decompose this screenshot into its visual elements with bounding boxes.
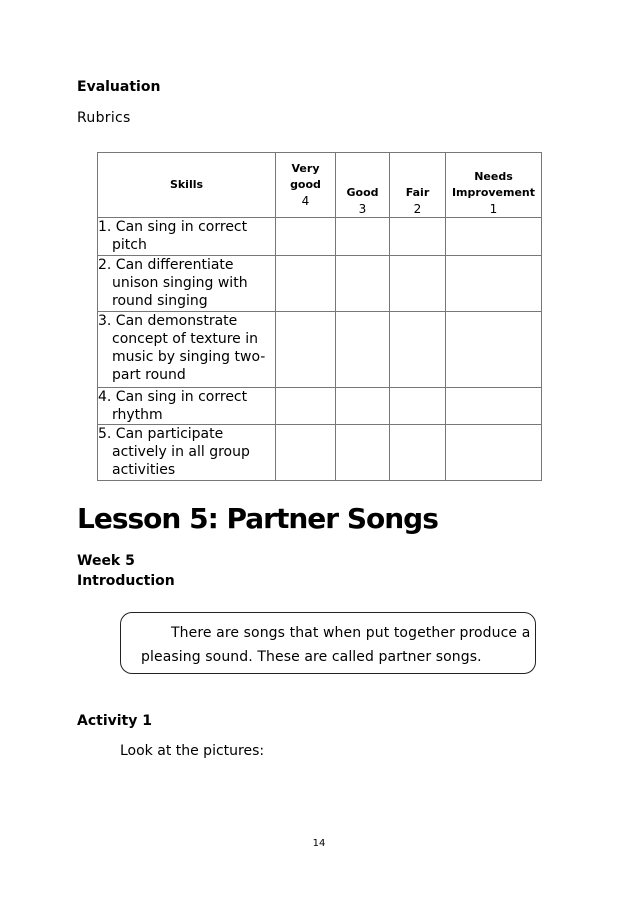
- header-good: [336, 153, 390, 218]
- rubrics-label: Rubrics: [77, 110, 131, 126]
- score-cell: [446, 312, 542, 388]
- skill-cell: [98, 218, 276, 256]
- header-very-good-score: 4: [301, 194, 310, 208]
- header-skills: [98, 153, 276, 218]
- activity-heading: Activity 1: [77, 713, 152, 729]
- score-cell: [390, 312, 446, 388]
- table-row: [98, 256, 542, 312]
- intro-text: There are songs that when put together produce a pleasing sound. These are called partner songs.: [141, 625, 531, 665]
- score-cell: [336, 312, 390, 388]
- header-needs-improvement-score: 1: [489, 202, 498, 216]
- score-cell: [390, 388, 446, 425]
- skill-text: 3. Can demonstrate concept of texture in music by singing two-part round: [98, 313, 266, 383]
- table-row: [98, 312, 542, 388]
- header-needs-improvement: [446, 153, 542, 218]
- score-cell: [336, 388, 390, 425]
- header-very-good: [276, 153, 336, 218]
- header-very-good-label: Very good: [290, 162, 321, 191]
- table-row: [98, 218, 542, 256]
- page-number: 14: [312, 838, 326, 849]
- score-cell: [336, 256, 390, 312]
- table-row: [98, 425, 542, 481]
- skill-cell: [98, 312, 276, 388]
- header-fair-score: 2: [413, 202, 422, 216]
- score-cell: [390, 256, 446, 312]
- score-cell: [276, 218, 336, 256]
- score-cell: [446, 388, 542, 425]
- rubric-header-row: [98, 153, 542, 218]
- skill-cell: [98, 388, 276, 425]
- evaluation-heading: Evaluation: [77, 79, 161, 95]
- header-needs-improvement-label: Needs Improvement: [451, 170, 536, 199]
- score-cell: [446, 218, 542, 256]
- week-label: Week 5: [77, 553, 135, 569]
- score-cell: [446, 425, 542, 481]
- score-cell: [336, 218, 390, 256]
- table-row: [98, 388, 542, 425]
- score-cell: [276, 312, 336, 388]
- score-cell: [276, 388, 336, 425]
- header-skills-label: Skills: [169, 178, 204, 191]
- intro-callout-box: [120, 612, 536, 674]
- score-cell: [276, 256, 336, 312]
- header-good-score: 3: [358, 202, 367, 216]
- header-fair-label: Fair: [405, 186, 430, 199]
- score-cell: [276, 425, 336, 481]
- score-cell: [390, 218, 446, 256]
- introduction-heading: Introduction: [77, 573, 175, 589]
- skill-text: 1. Can sing in correct pitch: [98, 219, 248, 253]
- header-good-label: Good: [346, 186, 379, 199]
- header-fair: [390, 153, 446, 218]
- skill-text: 5. Can participate actively in all group activities: [98, 426, 250, 478]
- skill-text: 2. Can differentiate unison singing with round singing: [98, 257, 248, 309]
- lesson-title: Lesson 5: Partner Songs: [77, 502, 438, 535]
- skill-cell: [98, 256, 276, 312]
- score-cell: [336, 425, 390, 481]
- skill-text: 4. Can sing in correct rhythm: [98, 389, 248, 423]
- skill-cell: [98, 425, 276, 481]
- rubric-table: [97, 152, 542, 481]
- score-cell: [446, 256, 542, 312]
- score-cell: [390, 425, 446, 481]
- activity-instruction: Look at the pictures:: [120, 743, 265, 759]
